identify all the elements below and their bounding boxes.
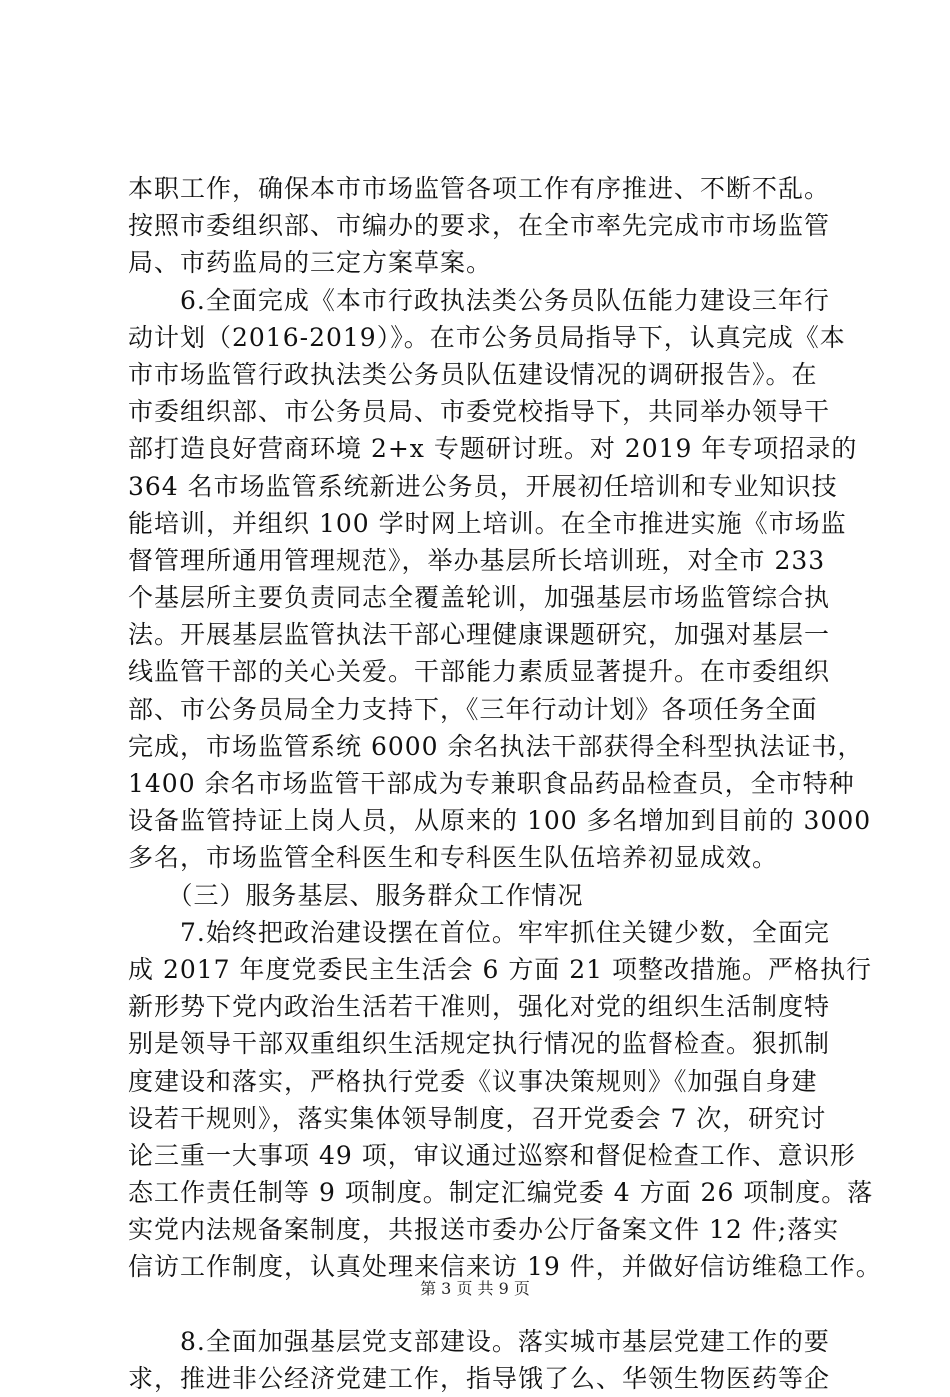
text-line: 设若干规则》，落实集体领导制度，召开党委会 7 次，研究讨 xyxy=(128,1103,827,1133)
text-line: 新形势下党内政治生活若干准则，强化对党的组织生活制度特 xyxy=(128,992,831,1022)
text-line: 成 2017 年度党委民主生活会 6 方面 21 项整改措施。严格执行 xyxy=(128,954,873,984)
text-line: 设备监管持证上岗人员，从原来的 100 多名增加到目前的 3000 xyxy=(128,806,872,836)
text-line: 1400 余名市场监管干部成为专兼职食品药品检查员，全市特种 xyxy=(128,769,855,798)
text-line: 市委组织部、市公务员局、市委党校指导下，共同举办领导干 xyxy=(128,397,831,427)
text-line: 市市场监管行政执法类公务员队伍建设情况的调研报告》。在 xyxy=(128,359,818,389)
page-footer: 第 3 页 共 9 页 xyxy=(420,1279,530,1298)
text-line: 364 名市场监管系统新进公务员，开展初任培训和专业知识技 xyxy=(128,471,838,501)
text-line: 度建设和落实，严格执行党委《议事决策规则》《加强自身建 xyxy=(128,1066,818,1096)
text-line: 别是领导干部双重组织生活规定执行情况的监督检查。狠抓制 xyxy=(128,1029,831,1059)
text-line: 完成，市场监管系统 6000 余名执法干部获得全科型执法证书， xyxy=(128,731,864,761)
text-line: 信访工作制度，认真处理来信来访 19 件，并做好信访维稳工作。 xyxy=(128,1252,882,1282)
text-line: 本职工作，确保本市市场监管各项工作有序推进、不断不乱。 xyxy=(128,174,831,203)
text-line: 法。开展基层监管执法干部心理健康课题研究，加强对基层一 xyxy=(128,620,831,650)
text-line: 论三重一大事项 49 项，审议通过巡察和督促检查工作、意识形 xyxy=(128,1140,856,1170)
text-line: 按照市委组织部、市编办的要求，在全市率先完成市市场监管 xyxy=(128,211,831,241)
text-line: 线监管干部的关心关爱。干部能力素质显著提升。在市委组织 xyxy=(128,657,831,687)
text-line: 8.全面加强基层党支部建设。落实城市基层党建工作的要 xyxy=(128,1326,830,1356)
text-line: 多名，市场监管全科医生和专科医生队伍培养初显成效。 xyxy=(128,843,779,873)
text-line: 7.始终把政治建设摆在首位。牢牢抓住关键少数，全面完 xyxy=(128,917,830,947)
document-body xyxy=(128,170,882,1397)
text-line: 态工作责任制等 9 项制度。制定汇编党委 4 方面 26 项制度。落 xyxy=(128,1178,874,1208)
text-line: （三）服务基层、服务群众工作情况 xyxy=(128,880,584,910)
text-line: 督管理所通用管理规范》，举办基层所长培训班，对全市 233 xyxy=(128,545,826,575)
text-line: 实党内法规备案制度，共报送市委办公厅备案文件 12 件;落实 xyxy=(128,1215,840,1245)
text-line: 求，推进非公经济党建工作，指导饿了么、华领生物医药等企 xyxy=(128,1364,831,1393)
text-line: 局、市药监局的三定方案草案。 xyxy=(128,248,493,278)
text-line: 部打造良好营商环境 2+x 专题研讨班。对 2019 年专项招录的 xyxy=(128,434,858,464)
text-line: 能培训，并组织 100 学时网上培训。在全市推进实施《市场监 xyxy=(128,508,847,538)
text-line: 个基层所主要负责同志全覆盖轮训，加强基层市场监管综合执 xyxy=(128,583,831,613)
text-line: 6.全面完成《本市行政执法类公务员队伍能力建设三年行 xyxy=(128,285,830,315)
text-line: 动计划（2016-2019）》。在市公务员局指导下，认真完成《本 xyxy=(128,322,846,352)
text-line: 部、市公务员局全力支持下，《三年行动计划》各项任务全面 xyxy=(128,694,818,724)
